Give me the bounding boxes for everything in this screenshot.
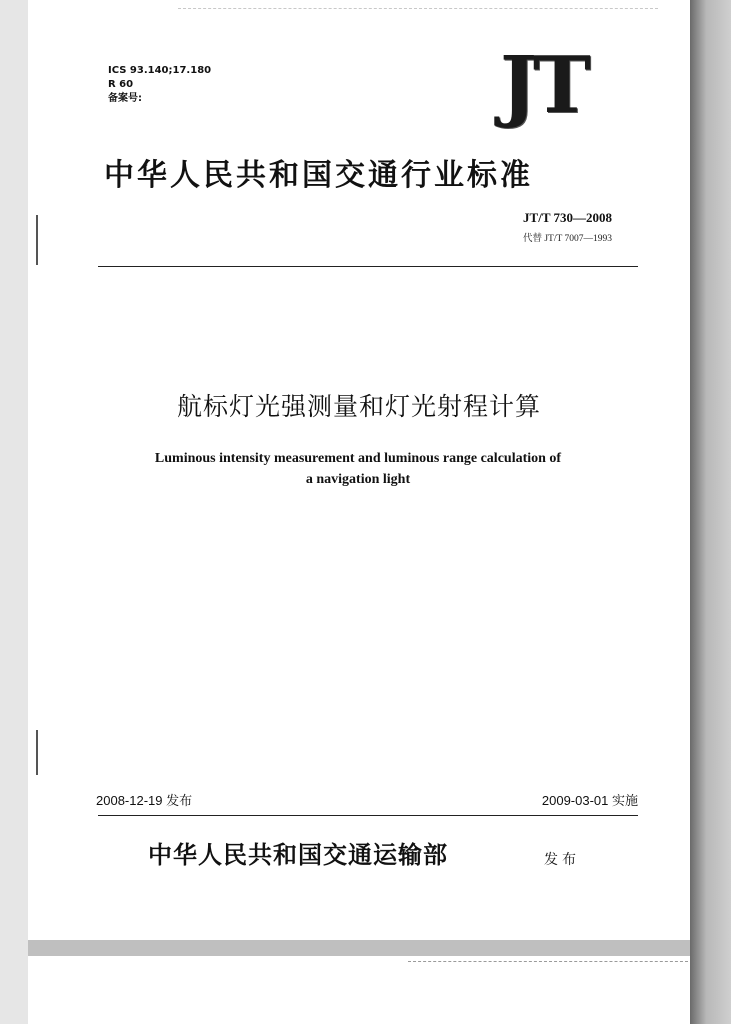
publish-label: 发布 [544,852,580,868]
footer-divider [98,815,638,816]
classification-block [108,64,211,106]
document-title-english-line1: Luminous intensity measurement and luminous range calculation of [154,451,562,466]
header-divider [98,266,638,267]
class-code: R 60 [108,79,134,90]
standard-number: JT/T 730—2008 [523,210,612,225]
implementation-date: 2009-03-01 实施 [541,793,638,808]
document-title-english [118,448,598,490]
document-title-chinese: 航标灯光强测量和灯光射程计算 [176,392,541,421]
replaces-standard: 代替 JT/T 7007—1993 [522,234,612,244]
publisher-name: 中华人民共和国交通运输部 [148,840,448,869]
record-number-label: 备案号: [108,93,142,104]
binding-mark-lower [36,730,38,775]
issue-date: 2008-12-19 发布 [96,793,193,808]
standard-title: 中华人民共和国交通行业标准 [104,158,533,193]
document-title-english-line2: a navigation light [305,472,411,487]
jt-logo: JT [500,40,587,131]
binding-mark-upper [36,215,38,265]
viewer-scroll-shadow [690,0,731,1024]
ics-code: ICS 93.140;17.180 [108,65,212,76]
document-page [28,0,690,940]
next-page-edge [408,961,688,963]
page-top-edge [178,8,658,10]
next-page-preview [28,956,690,1024]
